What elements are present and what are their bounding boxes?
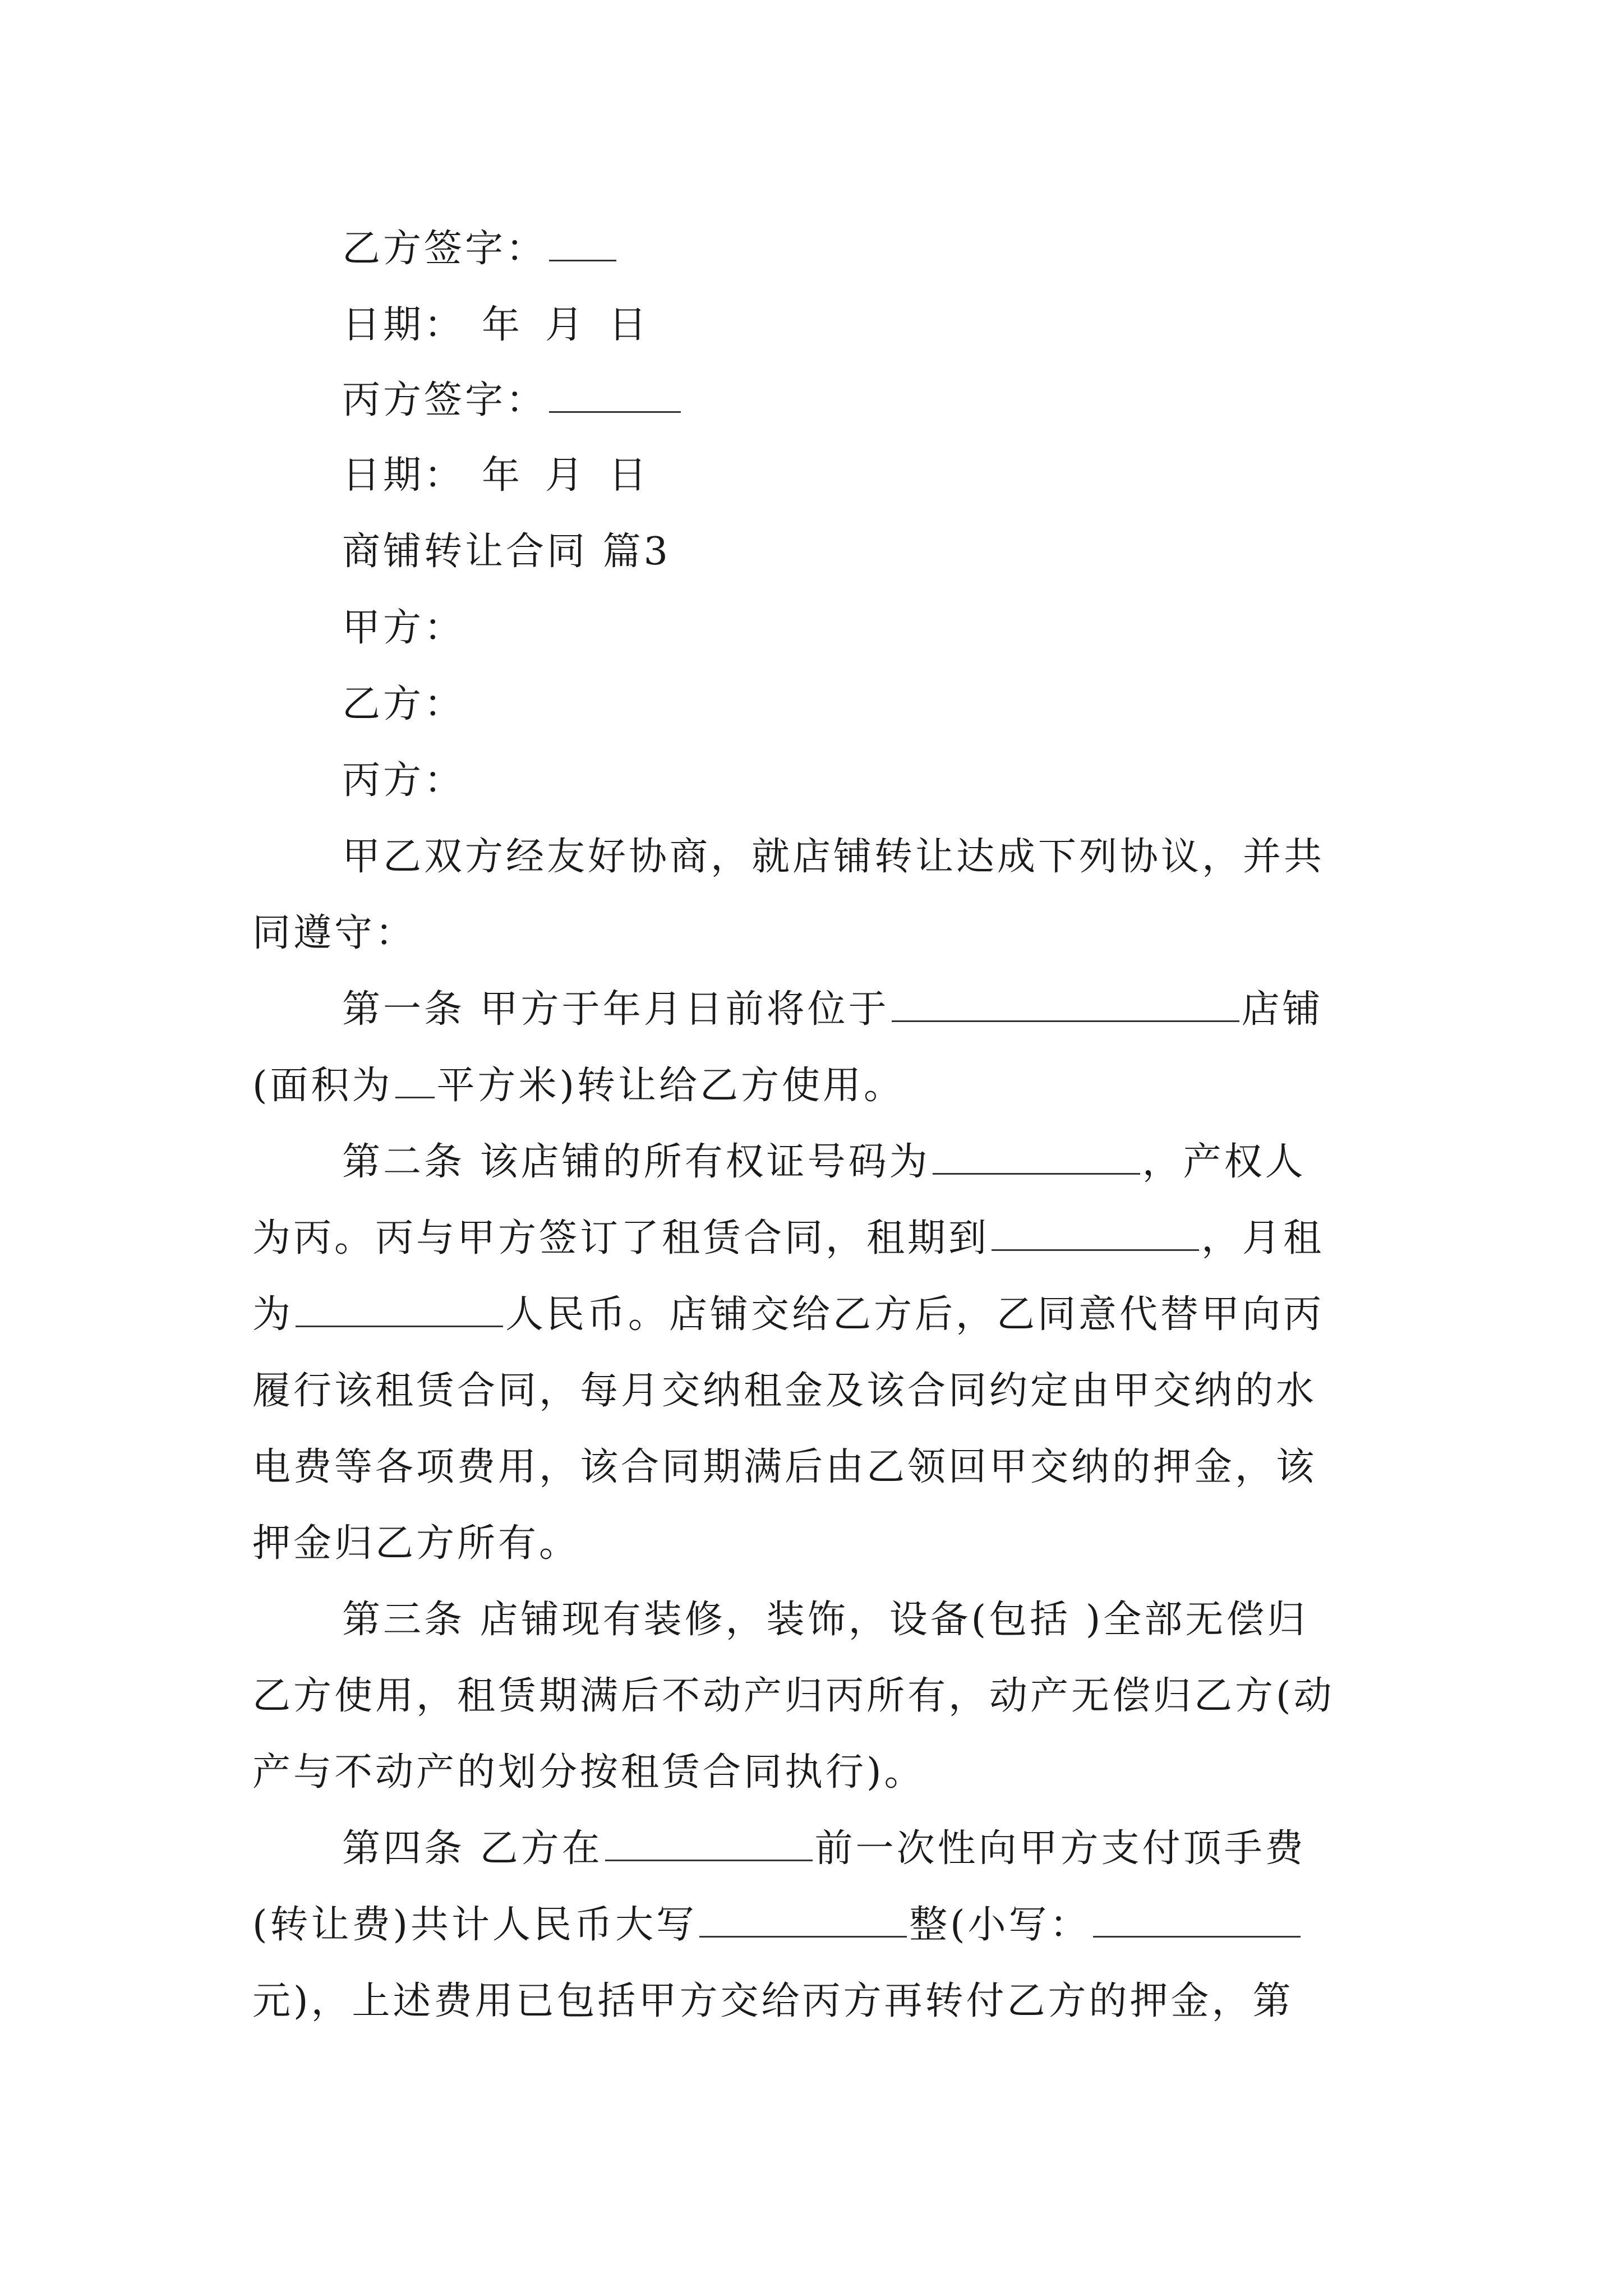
amount-digits-blank [1093,1902,1301,1938]
rent-blank [296,1292,503,1327]
certificate-blank [933,1139,1140,1175]
date-year: 年 [482,303,523,347]
intro-line-2: 同遵守： [252,911,417,955]
payment-date-blank [605,1826,813,1861]
date-month: 月 [545,453,587,498]
article-1-line-1 [342,983,1324,1037]
article-2-text: 人民币。店铺交给乙方后，乙同意代替甲向丙 [505,1292,1325,1337]
article-4-text: 前一次性向甲方支付顶手费 [814,1826,1306,1871]
location-blank [892,987,1239,1022]
article-4-line-1 [342,1822,1306,1876]
article-4-line-2 [252,1898,1303,1952]
amount-words-blank [699,1902,907,1938]
article-2-text: 第二条 该店铺的所有权证号码为 [342,1140,930,1184]
date-label: 日期： [342,303,465,347]
sign-c-blank [549,378,681,413]
article-4-text: 整(小写： [909,1903,1091,1947]
party-b: 乙方： [342,682,465,726]
article-2-text: ，产权人 [1142,1140,1306,1184]
sign-b-label: 乙方签字： [342,227,547,271]
date-year: 年 [482,453,523,498]
article-2-line-2 [252,1212,1324,1266]
article-3-line-3: 产与不动产的划分按租赁合同执行)。 [252,1750,925,1795]
party-c: 丙方： [342,758,465,803]
date-month: 月 [545,303,587,347]
article-2-text: ，月租 [1201,1216,1325,1260]
article-1-text: (面积为 [252,1064,393,1108]
intro-line-1: 甲乙双方经友好协商，就店铺转让达成下列协议，并共 [342,835,1325,879]
article-2-line-4: 履行该租赁合同，每月交纳租金及该合同约定由甲交纳的水 [252,1369,1317,1413]
sign-b-line [342,222,619,276]
article-4-text: (转让费)共计人民币大写 [252,1903,698,1947]
article-2-line-3 [252,1288,1324,1342]
article-2-text: 为丙。丙与甲方签订了租赁合同，租期到 [252,1216,990,1260]
date-line-2 [342,449,649,503]
sign-c-label: 丙方签字： [342,378,547,422]
article-4-line-3: 元)，上述费用已包括甲方交给丙方再转付乙方的押金，第 [252,1979,1294,2023]
sign-b-blank [549,226,616,261]
article-1-text: 第一条 甲方于年月日前将位于 [342,987,889,1032]
article-2-line-1 [342,1135,1306,1189]
article-3-line-1: 第三条 店铺现有装修，装饰，设备(包括 )全部无偿归 [342,1598,1308,1642]
date-day: 日 [608,453,650,498]
date-day: 日 [608,303,650,347]
article-2-text: 为 [252,1292,294,1337]
party-a: 甲方： [342,606,465,650]
article-4-text: 第四条 乙方在 [342,1826,603,1871]
article-3-line-2: 乙方使用，租赁期满后不动产归丙所有，动产无偿归乙方(动 [252,1674,1335,1718]
article-2-line-5: 电费等各项费用，该合同期满后由乙领回甲交纳的押金，该 [252,1445,1317,1489]
article-1-line-2 [252,1059,905,1113]
article-1-text: 店铺 [1241,987,1324,1032]
date-label: 日期： [342,453,465,498]
area-blank [395,1063,435,1098]
article-2-line-6: 押金归乙方所有。 [252,1521,580,1566]
sign-c-line [342,374,683,427]
date-line-1 [342,298,649,352]
section-title: 商铺转让合同 篇3 [342,530,671,574]
article-1-text: 平方米)转让给乙方使用。 [436,1064,905,1108]
lease-term-blank [992,1216,1199,1251]
